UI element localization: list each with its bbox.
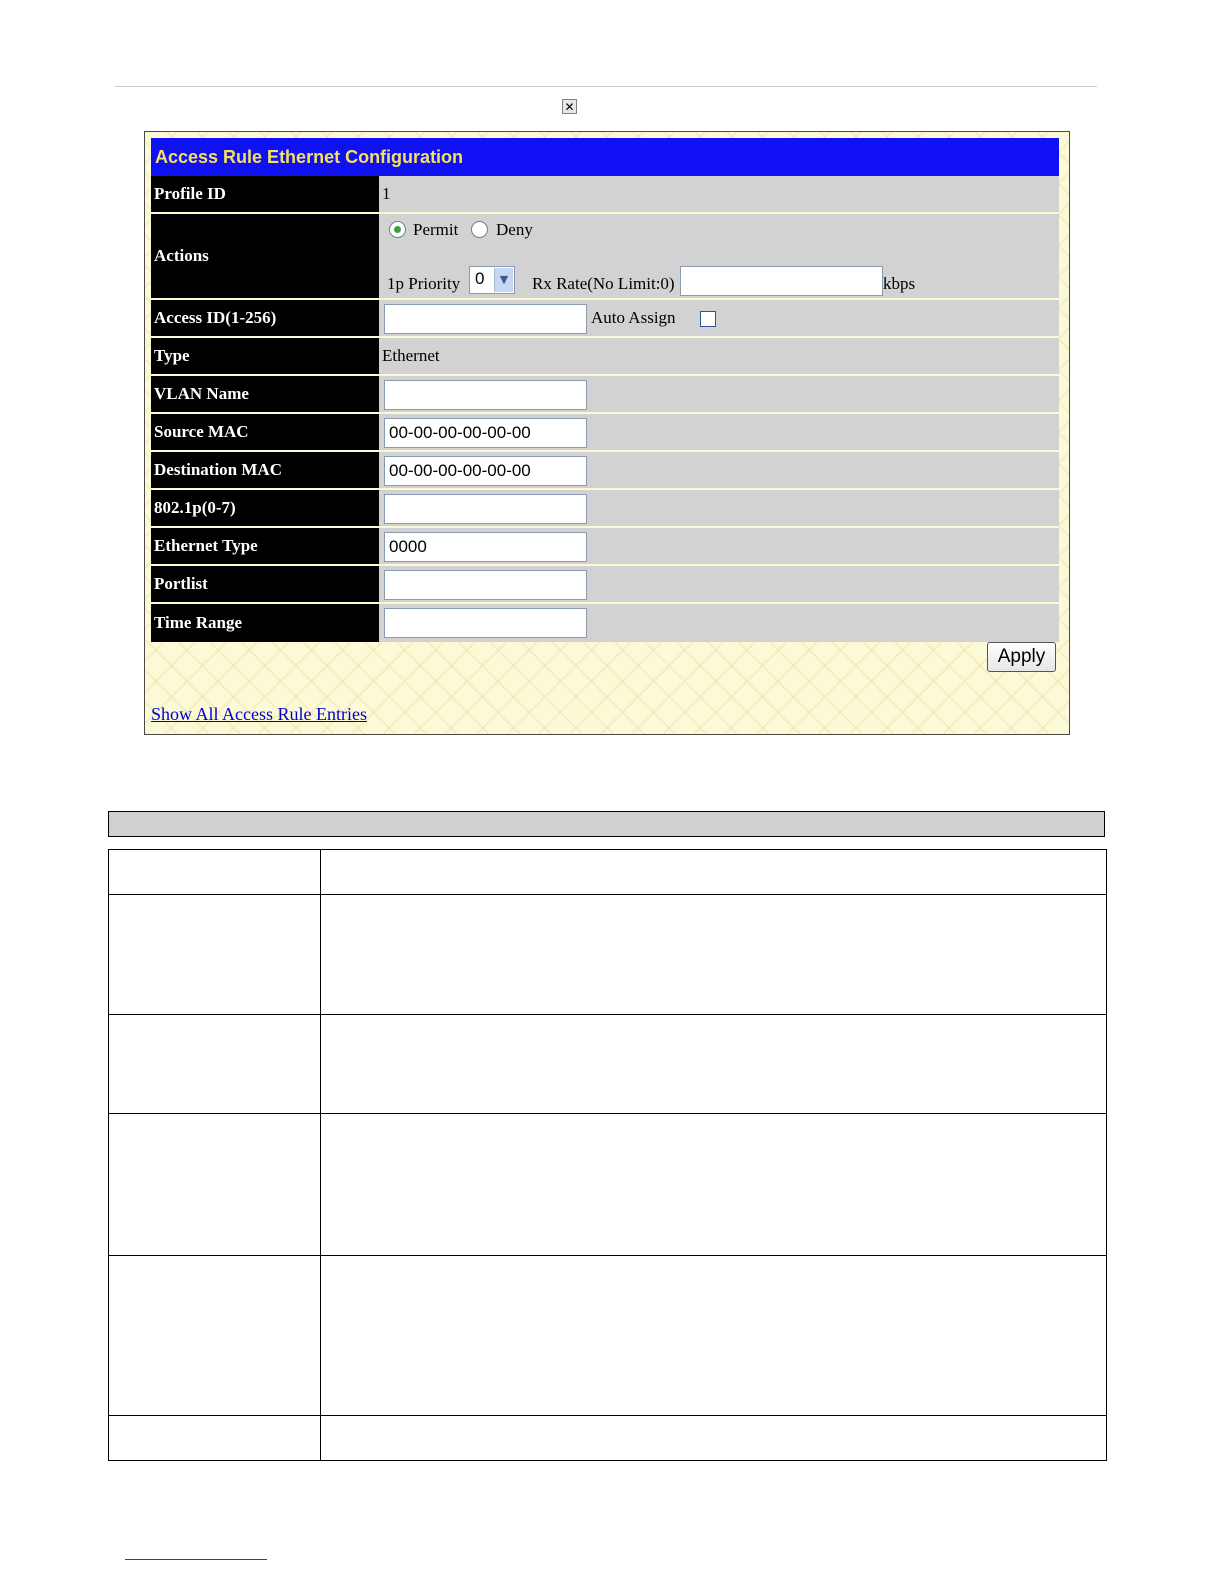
- section-header-bar: [108, 811, 1105, 837]
- row-source-mac: [151, 414, 1059, 452]
- deny-radio[interactable]: [471, 221, 488, 238]
- top-rule: [115, 86, 1097, 87]
- priority-select-value: 0: [475, 269, 485, 288]
- label-actions: Actions: [151, 214, 379, 298]
- deny-label: Deny: [496, 220, 533, 239]
- vlan-name-input[interactable]: [384, 380, 587, 410]
- type-value: Ethernet: [382, 346, 440, 365]
- table-row: [109, 895, 1106, 1015]
- label-source-mac: Source MAC: [151, 414, 379, 450]
- row-type: [151, 338, 1059, 376]
- chevron-down-icon[interactable]: ▼: [494, 268, 513, 292]
- footer-rule: [125, 1559, 267, 1560]
- priority-select[interactable]: [469, 266, 515, 294]
- label-vlan-name: VLAN Name: [151, 376, 379, 412]
- auto-assign-checkbox[interactable]: [700, 311, 716, 327]
- table-row: [109, 1015, 1106, 1114]
- source-mac-input[interactable]: [384, 418, 587, 448]
- row-time-range: [151, 604, 1059, 642]
- row-dot1p: [151, 490, 1059, 528]
- row-ethernet-type: [151, 528, 1059, 566]
- label-access-id: Access ID(1-256): [151, 300, 379, 336]
- profile-id-value: 1: [382, 184, 391, 203]
- row-actions: [151, 214, 1059, 300]
- rx-rate-label: Rx Rate(No Limit:0): [532, 274, 675, 293]
- label-destination-mac: Destination MAC: [151, 452, 379, 488]
- panel-title: Access Rule Ethernet Configuration: [151, 138, 1059, 176]
- table-row: [109, 1114, 1106, 1256]
- row-destination-mac: [151, 452, 1059, 490]
- table-row: [109, 850, 1106, 895]
- rx-rate-unit: kbps: [883, 274, 916, 293]
- table-row: [109, 1256, 1106, 1416]
- ethernet-type-input[interactable]: [384, 532, 587, 562]
- label-ethernet-type: Ethernet Type: [151, 528, 379, 564]
- apply-button[interactable]: Apply: [987, 642, 1056, 672]
- label-profile-id: Profile ID: [151, 176, 379, 212]
- permit-label: Permit: [413, 220, 459, 239]
- close-icon[interactable]: ✕: [562, 99, 577, 114]
- table-row: [109, 1416, 1106, 1460]
- label-dot1p: 802.1p(0-7): [151, 490, 379, 526]
- priority-label: 1p Priority: [387, 274, 461, 293]
- show-all-entries-link[interactable]: Show All Access Rule Entries: [151, 704, 367, 724]
- row-access-id: [151, 300, 1059, 338]
- auto-assign-label: Auto Assign: [591, 308, 676, 327]
- rx-rate-input[interactable]: [680, 266, 883, 296]
- dot1p-input[interactable]: [384, 494, 587, 524]
- time-range-input[interactable]: [384, 608, 587, 638]
- label-time-range: Time Range: [151, 604, 379, 642]
- destination-mac-input[interactable]: [384, 456, 587, 486]
- permit-radio[interactable]: [389, 221, 406, 238]
- access-rule-panel: [144, 131, 1070, 735]
- row-portlist: [151, 566, 1059, 604]
- row-vlan-name: [151, 376, 1059, 414]
- access-id-input[interactable]: [384, 304, 587, 334]
- portlist-input[interactable]: [384, 570, 587, 600]
- label-portlist: Portlist: [151, 566, 379, 602]
- row-profile-id: [151, 176, 1059, 214]
- label-type: Type: [151, 338, 379, 374]
- parameter-description-table: [108, 849, 1107, 1461]
